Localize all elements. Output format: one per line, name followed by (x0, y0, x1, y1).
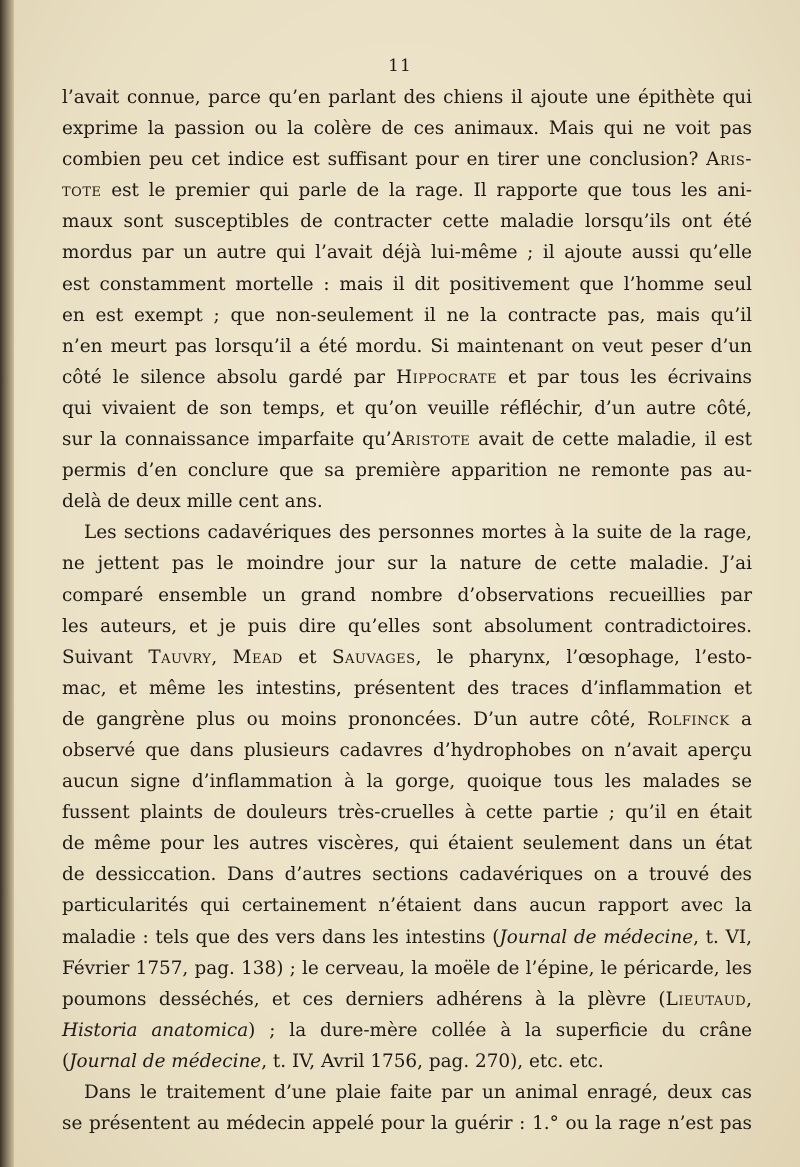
text-segment: permis d’en conclure que sa première apparition ne remonte pas au- (62, 460, 752, 482)
text-segment: de dessiccation. Dans d’autres sections cadavériques on a trouvé des (62, 864, 752, 886)
author-name: Aristote (391, 429, 471, 451)
author-name: Lieutaud (665, 988, 747, 1010)
text-segment: Dans le traitement d’une plaie faite par un animal enragé, deux cas (84, 1082, 752, 1103)
text-line (62, 984, 752, 1015)
text-segment: et (282, 646, 332, 668)
text-line (62, 1077, 752, 1108)
text-line (62, 1046, 752, 1077)
author-name: Hippocrate (396, 366, 497, 388)
text-line (62, 331, 752, 362)
text-segment: ) ; la dure-mère collée à la superficie du crâne (248, 1019, 753, 1041)
text-line (62, 269, 752, 300)
author-name: Tauvry (148, 646, 212, 668)
citation-title: Historia anatomica (62, 1019, 249, 1041)
text-line (62, 300, 752, 331)
text-line (62, 797, 752, 828)
text-segment: les auteurs, et je puis dire qu’elles sont absolument contradictoires. (62, 615, 752, 637)
text-line (62, 1108, 752, 1139)
page-number: 11 (388, 56, 412, 76)
text-segment: est constamment mortelle : mais il dit positivement que l’homme seul (62, 273, 752, 295)
text-segment: l’avait connue, parce qu’en parlant des chiens il ajoute une épithète qui (62, 87, 752, 108)
text-segment: poumons desséchés, et ces derniers adhérens à la plèvre ( (62, 988, 666, 1010)
text-line (62, 424, 752, 455)
text-segment: mordus par un autre qui l’avait déjà lui-même ; il ajoute aussi qu’elle (62, 242, 752, 264)
author-name: Aris- (706, 149, 752, 171)
text-line (62, 611, 752, 642)
text-segment: exprime la passion ou la colère de ces animaux. Mais qui ne voit pas (62, 118, 752, 140)
text-segment: côté le silence absolu gardé par (62, 366, 397, 388)
text-segment: sur la connaissance imparfaite qu’ (62, 429, 392, 451)
text-segment: avait de cette maladie, il est (470, 429, 752, 451)
text-line (62, 580, 752, 611)
body-text (62, 82, 752, 1139)
text-segment: combien peu cet indice est suffisant pour en tirer une conclusion? (62, 149, 707, 171)
text-line (62, 486, 752, 517)
text-line (62, 735, 752, 766)
binding-edge (0, 0, 14, 1167)
author-name: Mead (232, 646, 283, 668)
text-segment: , t. VI, (693, 926, 752, 948)
text-segment: maladie : tels que des vers dans les intestins ( (62, 926, 500, 948)
text-segment: comparé ensemble un grand nombre d’observations recueillies par (62, 584, 752, 606)
text-line (62, 175, 752, 206)
text-segment: fussent plaints de douleurs très-cruelles à cette partie ; qu’il en était (62, 802, 752, 824)
text-segment: n’en meurt pas lorsqu’il a été mordu. Si maintenant on veut peser d’un (62, 335, 752, 357)
text-segment: Février 1757, pag. 138) ; le cerveau, la moële de l’épine, le péricarde, les (62, 957, 752, 979)
citation-title: Journal de médecine (499, 926, 694, 948)
text-segment: , (211, 646, 233, 668)
text-segment: mac, et même les intestins, présentent des traces d’inflammation et (62, 677, 752, 699)
text-line (62, 922, 752, 953)
text-segment: a (729, 708, 752, 730)
text-line (62, 206, 752, 237)
text-line (62, 859, 752, 890)
text-line (62, 113, 752, 144)
author-name: Rolfinck (647, 708, 730, 730)
text-line (62, 704, 752, 735)
text-line (62, 673, 752, 704)
text-segment: se présentent au médecin appelé pour la guérir : 1.° ou la rage n’est pas (62, 1113, 752, 1135)
text-segment: qui vivaient de son temps, et qu’on veuille réfléchir, d’un autre côté, (62, 397, 752, 419)
text-segment: maux sont susceptibles de contracter cette maladie lorsqu’ils ont été (62, 211, 752, 233)
text-segment: particularités qui certainement n’étaient dans aucun rapport avec la (62, 895, 752, 917)
text-line (62, 455, 752, 486)
text-segment: aucun signe d’inflammation à la gorge, quoique tous les malades se (62, 771, 752, 793)
text-line (62, 890, 752, 921)
text-segment: Les sections cadavériques des personnes mortes à la suite de la rage, (84, 522, 752, 544)
text-line (62, 642, 752, 673)
text-segment: ne jettent pas le moindre jour sur la nature de cette maladie. J’ai (62, 553, 752, 575)
text-segment: observé que dans plusieurs cadavres d’hydrophobes on n’avait aperçu (62, 739, 752, 761)
text-line (62, 548, 752, 579)
text-segment: , (746, 988, 752, 1010)
text-segment: delà de deux mille cent ans. (62, 491, 323, 513)
text-line (62, 766, 752, 797)
text-line (62, 144, 752, 175)
text-line (62, 393, 752, 424)
text-segment: , t. IV, Avril 1756, pag. 270), etc. etc. (261, 1050, 604, 1072)
author-name: Sauvages (331, 646, 416, 668)
text-line (62, 828, 752, 859)
text-line (62, 517, 752, 548)
text-line (62, 953, 752, 984)
text-segment: , le pharynx, l’œsophage, l’esto- (415, 646, 752, 668)
text-segment: Suivant (62, 646, 149, 668)
text-line (62, 362, 752, 393)
text-segment: est le premier qui parle de la rage. Il rapporte que tous les ani- (101, 180, 752, 202)
citation-title: Journal de médecine (69, 1050, 262, 1072)
text-segment: ( (62, 1050, 70, 1072)
text-line (62, 1015, 752, 1046)
text-line (62, 82, 752, 113)
text-line (62, 237, 752, 268)
author-name: tote (62, 180, 102, 202)
text-segment: et par tous les écrivains (496, 366, 752, 388)
text-segment: de même pour les autres viscères, qui étaient seulement dans un état (62, 833, 752, 855)
text-segment: de gangrène plus ou moins prononcées. D’un autre côté, (62, 708, 648, 730)
text-segment: en est exempt ; que non-seulement il ne la contracte pas, mais qu’il (62, 304, 752, 326)
